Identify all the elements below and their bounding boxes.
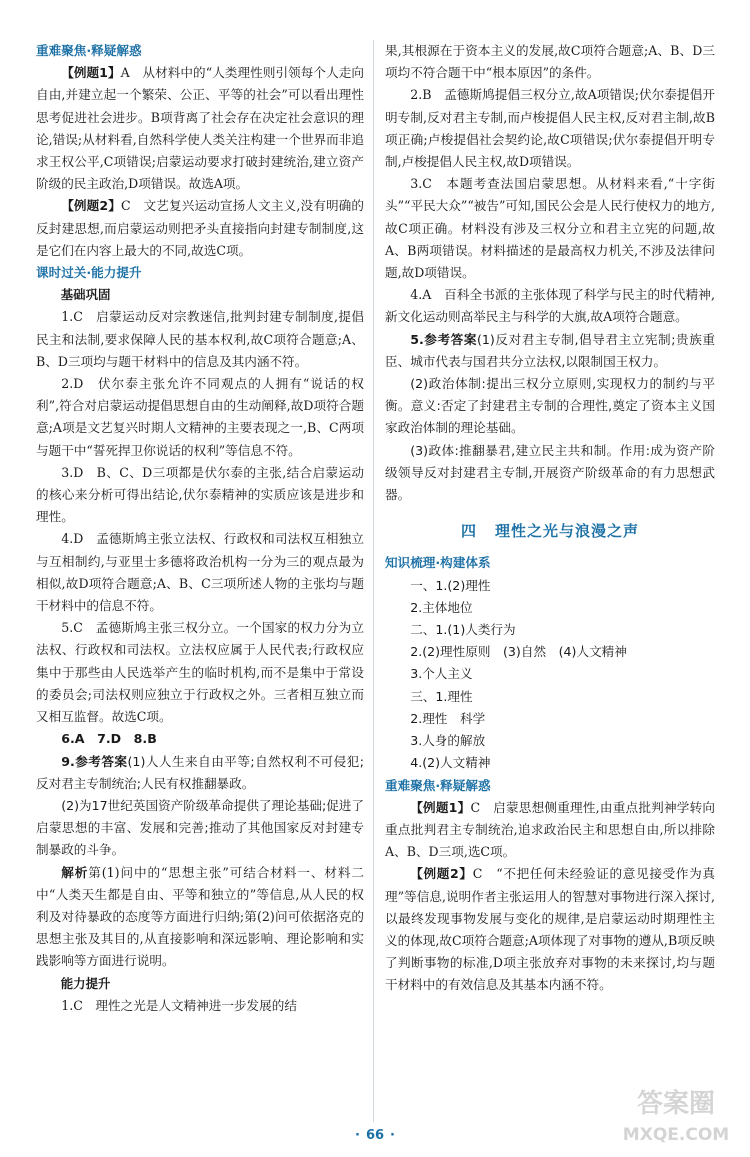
answer-r5-part3: (3)政体:推翻暴君,建立民主共和制。作用:成为资产阶级领导反对封建君主专制,开展资产阶级革命的有力思想武器。	[385, 442, 715, 503]
example-2-label: 【例题2】	[61, 198, 122, 214]
answer-r5-text-1: (1)反对君主专制,倡导君主立宪制;贵族重臣、城市代表与国君共分立法权,以限制国王权力。	[385, 331, 715, 369]
knowledge-item: 2.(2)理性原则 (3)自然 (4)人文精神	[410, 644, 627, 660]
knowledge-item: 3.个人主义	[410, 666, 473, 682]
watermark-logo	[612, 1082, 740, 1150]
example-2	[36, 195, 364, 262]
heading-knowledge: 知识梳理·构建体系	[385, 555, 491, 571]
analysis-text: 第(1)问中的“思想主张”可结合材料一、材料二中“人类天生都是自由、平等和独立的”等信息,从人民的权利及对待暴政的态度等方面进行归纳;第(2)问可依据洛克的思想主张及其目的,从直接影响和深远影响、理论影响和实践影响等方面进行说明。	[36, 864, 365, 969]
knowledge-item: 3.人身的解放	[410, 733, 486, 749]
continuation-text: 果,其根源在于资本主义的发展,故C项符合题意;A、B、D三项均不符合题干中“根本原因”的条件。	[385, 43, 715, 81]
subheading-basic: 基础巩固	[60, 287, 111, 303]
answer-r2: 2.B 孟德斯鸠提倡三权分立,故A项错误;伏尔泰提倡开明专制,反对君主专制,而卢梭提倡人民主权,反对君主制,故B项正确;卢梭提倡社会契约论,故C项错误;伏尔泰提倡开明专制,卢梭提倡人民主权,故D项错误。	[385, 87, 715, 170]
example-1-text: A 从材料中的“人类理性则引领每个人走向自由,并建立起一个繁荣、公正、平等的社会”可以看出理性思考促进社会进步。B项背离了社会存在决定社会意识的理论,错误;从材料看,自然科学使人类关注构建一个世界而非追求王权公平,C项错误;启蒙运动要求打破封建统治,建立资产阶级的民主政治,D项错误。故选A项。	[36, 65, 364, 192]
watermark-text-2: MXQE.COM	[622, 1125, 730, 1145]
example-r2	[385, 863, 715, 996]
page-dot-left: ·	[355, 1128, 360, 1143]
example-1	[36, 62, 364, 195]
answer-2: 2.D 伏尔泰主张允许不同观点的人拥有“说话的权利”,符合对启蒙运动提倡思想自由的生动阐释,故D项符合题意;A项是文艺复兴时期人文精神的主要表现之一,B、C两项与题干中“誓死捍卫你说话的权利”等信息不符。	[36, 376, 364, 458]
heading-focus-2: 重难聚焦·释疑解惑	[385, 777, 491, 793]
knowledge-item: 一、1.(2)理性	[410, 577, 491, 593]
example-1-label: 【例题1】	[61, 65, 121, 81]
knowledge-item: 三、1.理性	[410, 688, 473, 704]
knowledge-item: 4.(2)人文精神	[410, 755, 491, 771]
example-r2-label: 【例题2】	[410, 866, 473, 882]
watermark-text-1: 答案圈	[636, 1089, 716, 1119]
analysis	[36, 862, 364, 973]
answer-9-part1	[36, 751, 364, 795]
example-r1	[385, 797, 715, 864]
page-number-text: 66	[365, 1128, 385, 1143]
example-2-text: C 文艺复兴运动宣扬人文主义,没有明确的反封建思想,而启蒙运动则把矛头直接指向封建专制制度,这是它们在内容上最大的不同,故选C项。	[36, 198, 365, 258]
example-r1-label: 【例题1】	[410, 799, 471, 815]
heading-practice: 课时过关·能力提升	[36, 265, 142, 281]
answer-9-label: 9.参考答案	[61, 753, 128, 769]
column-divider	[373, 40, 374, 1122]
answer-advanced-1: 1.C 理性之光是人文精神进一步发展的结	[61, 997, 297, 1013]
answer-9-part2: (2)为17世纪英国资产阶级革命提供了理论基础;促进了启蒙思想的丰富、发展和完善;推动了其他国家反对封建专制暴政的斗争。	[36, 797, 364, 858]
left-column	[36, 40, 364, 1017]
example-r1-text: C 启蒙思想侧重理性,由重点批判神学转向重点批判君主专制统治,追求政治民主和思想自由,所以排除A、B、D三项,选C项。	[385, 799, 716, 860]
answer-r3: 3.C 本题考查法国启蒙思想。从材料来看,“十字街头”“平民大众”“被告”可知,国民公会是人民行使权力的地方,故C项正确。材料没有涉及三权分立和君主立宪的问题,故A、B两项错误。材料描述的是最高权力机关,不涉及法律问题,故D项错误。	[385, 176, 715, 281]
knowledge-list	[385, 575, 715, 775]
right-column	[385, 40, 715, 997]
answer-4: 4.D 孟德斯鸠主张立法权、行政权和司法权互相独立与互相制约,与亚里士多德将政治机构一分为三的观点最为相似,故D项符合题意;A、B、C三项所述人物的主张均与题干材料中的信息不符。	[36, 531, 364, 614]
answer-r5-part1	[385, 329, 715, 373]
answer-r5-part2: (2)政治体制:提出三权分立原则,实现权力的制约与平衡。意义:否定了封建君主专制的合理性,奠定了资本主义国家政治体制的理论基础。	[385, 376, 715, 436]
knowledge-item: 2.主体地位	[410, 599, 473, 615]
analysis-label: 解析	[61, 864, 89, 880]
answer-5: 5.C 孟德斯鸠主张三权分立。一个国家的权力分为立法权、行政权和司法权。立法权应属于人民代表;行政权应集中于那些由人民选举产生的临时机构,而不是集中于常设的委员会;司法权则应独立于行政权之外。三者相互独立而又相互监督。故选C项。	[36, 620, 364, 725]
subheading-advanced: 能力提升	[60, 975, 111, 991]
heading-focus-1: 重难聚焦·释疑解惑	[36, 43, 142, 58]
answer-9-text-1: (1)人人生来自由平等;自然权利不可侵犯;反对君主专制统治;人民有权推翻暴政。	[36, 753, 364, 791]
answer-6-8: 6.A 7.D 8.B	[61, 731, 157, 747]
answer-r4: 4.A 百科全书派的主张体现了科学与民主的时代精神,新文化运动则高举民主与科学的大旗,故A项符合题意。	[385, 287, 715, 325]
answer-3: 3.D B、C、D三项都是伏尔泰的主张,结合启蒙运动的核心来分析可得出结论,伏尔泰精神的实质应该是进步和理性。	[36, 464, 364, 525]
knowledge-item: 二、1.(1)人类行为	[410, 622, 516, 638]
example-r2-text: C “不把任何未经验证的意见接受作为真理”等信息,说明作者主张运用人的智慧对事物进行深入探讨,以最终发现事物发展与变化的规律,是启蒙运动时期理性主义的体现,故C项符合题意;A项体现了对事物的遵从,B项反映了判断事物的标准,D项主张放弃对事物的未来探讨,均与题干材料中的有效信息及其基本内涵不符。	[385, 866, 716, 993]
answer-r5-label: 5.参考答案	[410, 331, 477, 347]
section-name: 理性之光与浪漫之声	[495, 522, 640, 541]
section-title	[385, 520, 715, 542]
page-dot-right: ·	[390, 1128, 395, 1143]
answer-1: 1.C 启蒙运动反对宗教迷信,批判封建专制制度,提倡民主和法制,要求保障人民的基本权利,故C项符合题意;A、B、D三项均与题干材料中的信息及其内涵不符。	[36, 309, 364, 369]
knowledge-item: 2.理性 科学	[410, 710, 486, 726]
section-number: 四	[460, 522, 477, 541]
